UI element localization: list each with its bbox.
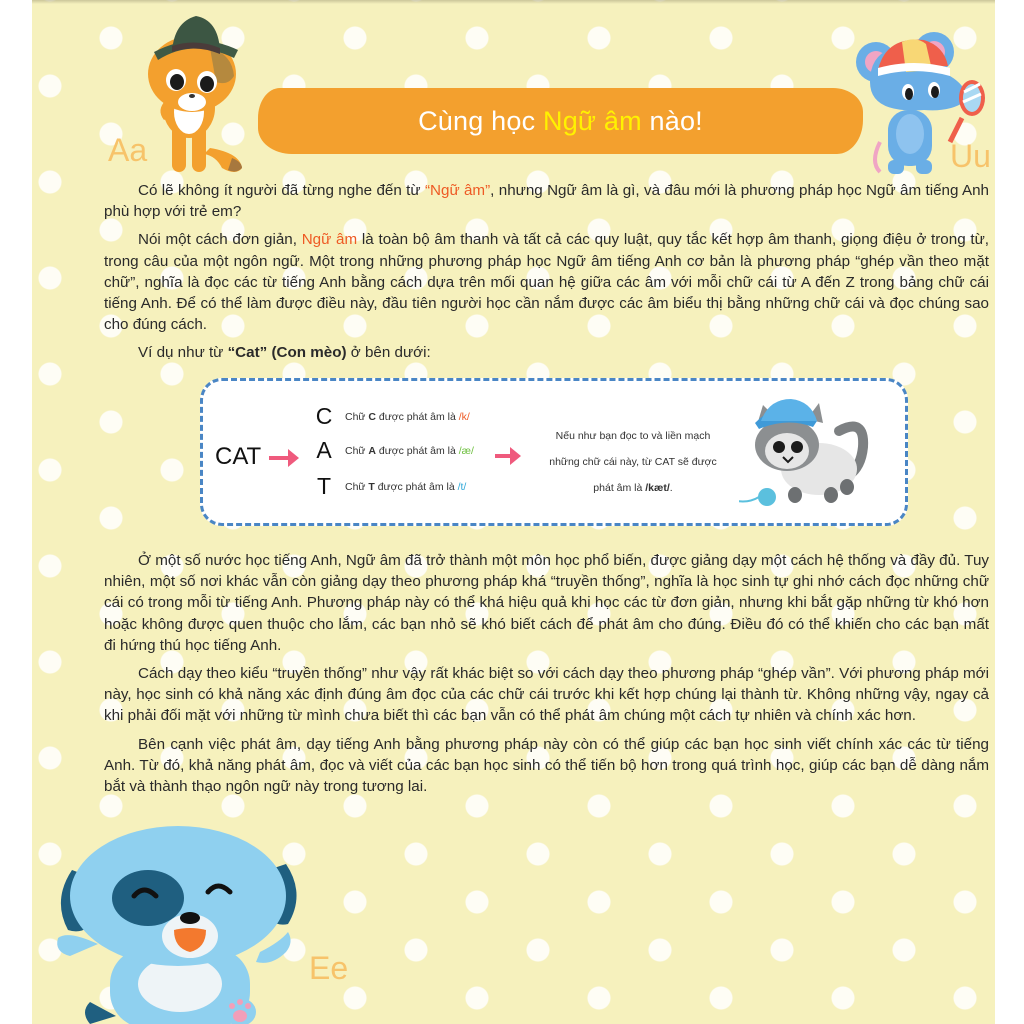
pronunciation-result: Nếu như bạn đọc to và liền mạch những chữ cái này, từ CAT sẽ được phát âm là /kæt/. — [549, 430, 717, 494]
letter-aa-decoration: Aa — [108, 132, 148, 168]
blue-dog-illustration — [50, 826, 300, 1024]
letter-row-c — [311, 403, 470, 430]
cat-with-yarn-illustration — [739, 391, 879, 516]
title-banner — [258, 88, 863, 154]
cat-example-box — [200, 378, 908, 526]
article-body-lower — [104, 550, 989, 804]
cat-with-hat-illustration — [138, 8, 248, 178]
paragraph-definition: Nói một cách đơn giản, Ngữ âm là toàn bộ âm thanh và tất cả các quy luật, quy tắc kết hợp âm thanh, giọng điệu ở trong từ, trong câu của một ngôn ngữ. Một trong những phương pháp học Ngữ âm tiếng Anh cơ bản là phương pháp “ghép vần theo mặt chữ”, nghĩa là đọc các từ tiếng Anh bằng cách dựa trên mối quan hệ giữa các âm với mỗi chữ cái từ A đến Z trong bảng chữ cái tiếng Anh. Để có thể làm được điều này, đầu tiên người học cần nắm được các âm biểu thị bằng những chữ cái và đọc chúng sao cho đúng cách. — [104, 231, 989, 334]
paragraph-phonics-popular: Ở một số nước học tiếng Anh, Ngữ âm đã trở thành một môn học phổ biến, được giảng dạy một cách hệ thống và đầy đủ. Tuy nhiên, một số nơi khác vẫn còn giảng dạy theo phương pháp khá “truyền thống”, nghĩa là học sinh tự ghi nhớ cách đọc những chữ cái có trong mỗi từ tiếng Anh. Phương pháp này có thể khá hiệu quả khi học các từ đơn giản, nhưng khi bắt gặp những từ khó hơn hoặc không được quen thuộc cho lắm, các bạn nhỏ sẽ khó biết cách để phát âm cho đúng. Điều đó có thể khiến cho các bạn mất đi hứng thú học tiếng Anh. — [104, 552, 989, 654]
page-edge-shadow — [32, 0, 995, 4]
letter-ee-decoration: Ee — [309, 950, 349, 986]
paragraph-intro: Có lẽ không ít người đã từng nghe đến từ “Ngữ âm”, nhưng Ngữ âm là gì, và đâu mới là phương pháp học Ngữ âm tiếng Anh phù hợp với trẻ em? — [104, 182, 989, 221]
letter-a-description: Chữ A được phát âm là /æ/ — [345, 444, 474, 457]
arrow-right-icon — [269, 456, 291, 460]
letter-uu-decoration: Uu — [950, 138, 991, 174]
paragraph-writing-benefits: Bên cạnh việc phát âm, dạy tiếng Anh bằng phương pháp này còn có thể giúp các bạn học sinh viết chính xác các từ tiếng Anh. Từ đó, khả năng phát âm, đọc và viết của các bạn học sinh có thể tiến bộ hơn trong quá trình học, giúp các bạn dễ dàng nắm bắt và thành thạo ngôn ngữ này trong tương lai. — [104, 735, 989, 796]
title-highlight: Ngữ âm — [543, 105, 642, 136]
letter-c-description: Chữ C được phát âm là /k/ — [345, 410, 470, 423]
letter-row-a — [311, 437, 474, 464]
letter-a: A — [316, 437, 332, 463]
page-title: Cùng học Ngữ âm nào! — [418, 105, 703, 136]
arrow-right-icon — [495, 454, 513, 458]
letter-c: C — [315, 403, 333, 429]
article-body-upper — [104, 180, 989, 371]
paragraph-example-intro: Ví dụ như từ “Cat” (Con mèo) ở bên dưới: — [138, 344, 431, 362]
letter-t-description: Chữ T được phát âm là /t/ — [345, 480, 467, 493]
paragraph-traditional-vs-phonics: Cách dạy theo kiểu “truyền thống” như vậy rất khác biệt so với cách dạy theo phương pháp “ghép vần”. Với phương pháp mới này, học sinh có khả năng xác định đúng âm đọc của các chữ cái trước khi kết hợp chúng lại thành từ. Không những vậy, ngay cả khi phải đối mặt với những từ mình chưa biết thì các bạn vẫn có thể phát âm chúng một cách tự nhiên và chính xác hơn. — [104, 665, 989, 725]
letter-row-t — [311, 473, 466, 500]
example-word: CAT — [215, 443, 262, 470]
letter-t: T — [316, 473, 332, 499]
